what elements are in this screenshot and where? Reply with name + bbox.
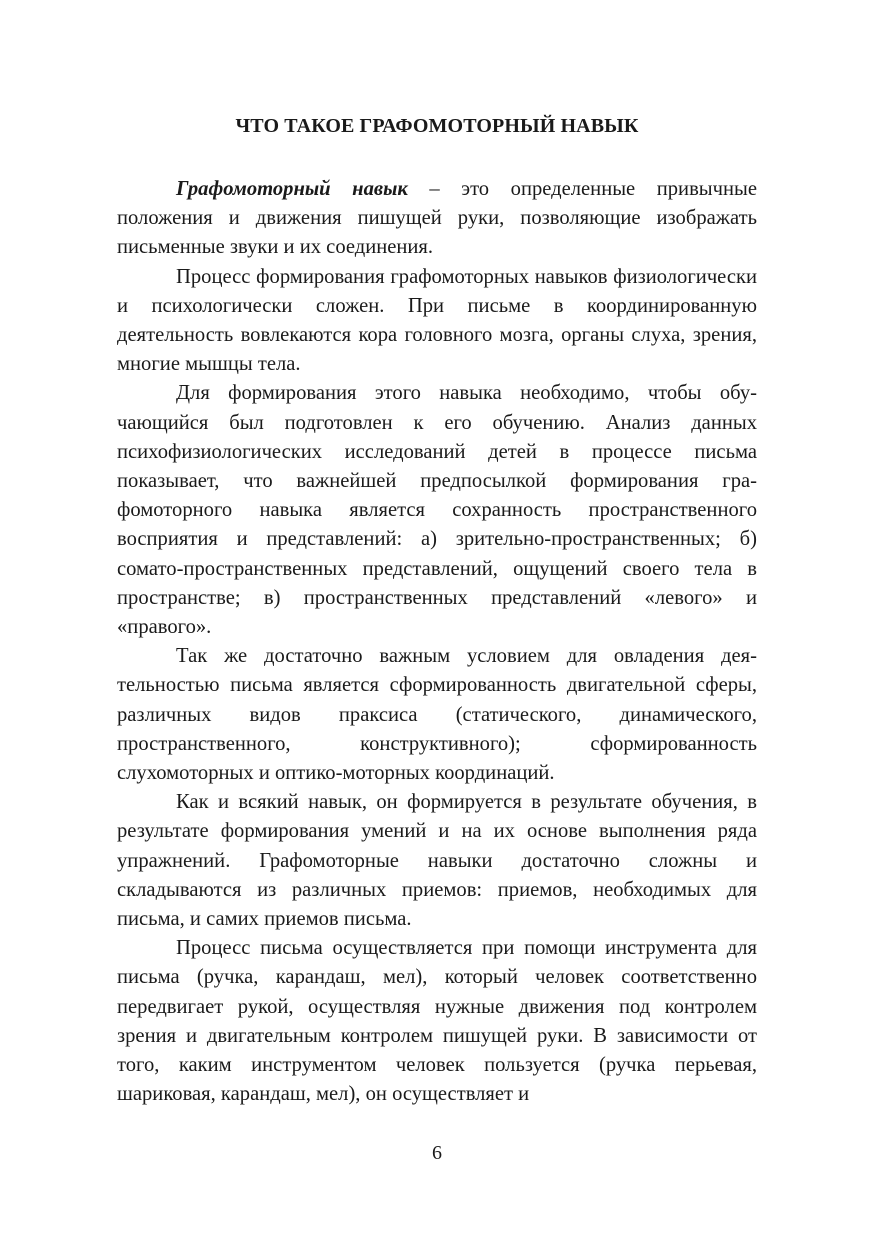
page-title: ЧТО ТАКОЕ ГРАФОМОТОРНЫЙ НАВЫК	[235, 115, 639, 137]
paragraph: Так же достаточно важным условием для овладения деятельностью письма является сформированность двигательной сферы, различных видов праксиса (статического, динамического, пространственного, конструктивного); сформированность слухомоторных и оптико-моторных координаций.	[117, 645, 757, 785]
paragraph-definition	[117, 175, 757, 263]
paragraph: Как и всякий навык, он формируется в результате обучения, в результате формирования умений и на их основе выполнения ряда упражнений. Графомоторные навыки достаточно сложны и складываются из различных приемов: приемов, необходимых для письма, и самих приемов письма.	[117, 791, 757, 931]
defined-term: Графомоторный навык	[176, 178, 408, 200]
paragraph: Процесс письма осуществляется при помощи инструмента для письма (ручка, карандаш, мел), который человек соответственно передвигает рукой, осуществляя нужные движения под контролем зрения и двигательным контролем пишущей руки. В зависимости от того, каким инструментом человек пользуется (ручка перьевая, шариковая, карандаш, мел), он осуществляет и	[117, 937, 757, 1106]
definition-text: – это определенные привычные положения и движения пишущей руки, позволяющие изображать письменные звуки и их соединения.	[117, 178, 757, 259]
paragraph: Для формирования этого навыка необходимо, чтобы обучающийся был подготовлен к его обучению. Анализ данных психофизиологических исследований детей в процессе письма показывает, что важнейшей предпосылкой формирования графомоторного навыка является сохранность пространственного восприятия и представлений: а) зрительно-пространственных; б) сомато-пространственных представлений, ощущений своего тела в пространстве; в) пространственных представлений «левого» и «правого».	[117, 382, 757, 639]
page-number: 6	[432, 1142, 442, 1164]
paragraph: Процесс формирования графомоторных навыков физиологически и психологически сложен. При письме в координированную деятельность вовлекаются кора головного мозга, органы слуха, зрения, многие мышцы тела.	[117, 265, 757, 376]
document-page	[117, 112, 757, 1110]
